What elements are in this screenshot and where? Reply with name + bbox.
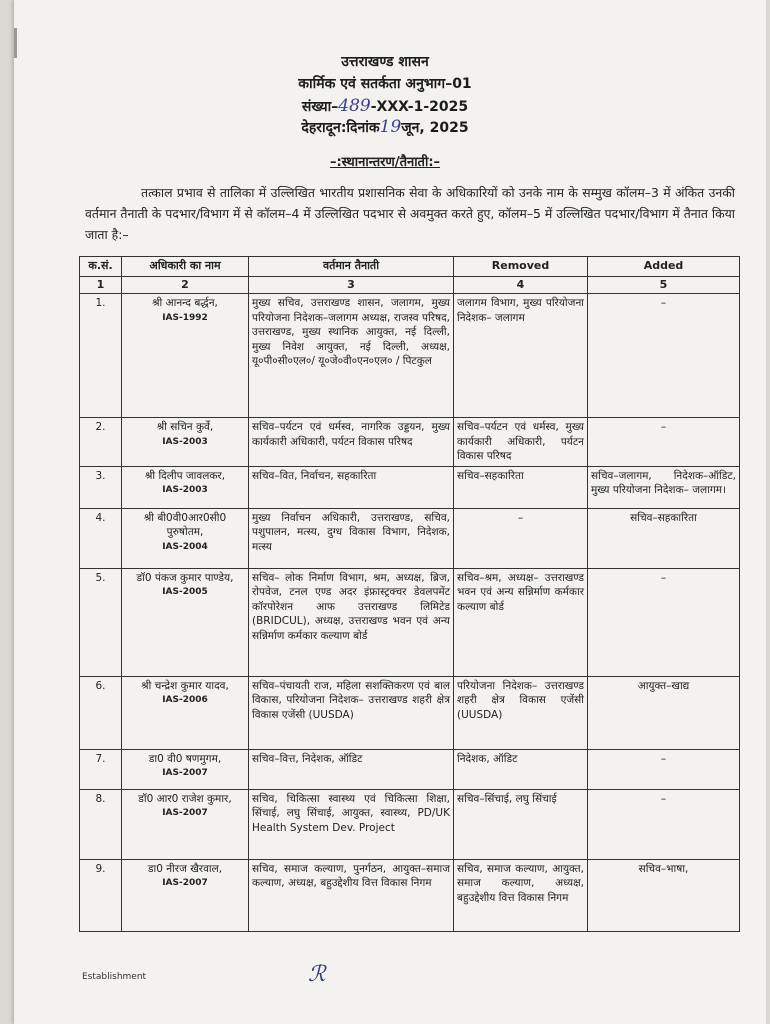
- serial-number: 3.: [80, 466, 122, 508]
- removed-posting: सचिव–सिंचाई, लघु सिंचाई: [454, 789, 588, 859]
- officer-name: श्री दिलीप जावलकर,: [144, 469, 226, 482]
- transfer-table: [79, 256, 740, 932]
- serial-number: 9.: [80, 859, 122, 931]
- column-number: 2: [122, 276, 249, 294]
- serial-number: 5.: [80, 568, 122, 676]
- table-row: [80, 466, 740, 508]
- department-heading: कार्मिक एवं सतर्कता अनुभाग–01: [298, 76, 472, 92]
- header-removed: Removed: [454, 257, 588, 277]
- column-number: 4: [454, 276, 588, 294]
- officer-cell: [122, 294, 249, 418]
- ias-batch: IAS-2004: [162, 541, 208, 552]
- header-serial: क.सं.: [80, 257, 122, 277]
- ias-batch: IAS-2007: [162, 768, 208, 778]
- added-posting: आयुक्त–खाद्य: [588, 676, 740, 749]
- removed-posting: परियोजना निदेशक– उत्तराखण्ड शहरी क्षेत्र विकास एजेंसी (UUSDA): [454, 676, 588, 749]
- date-suffix: जून, 2025: [401, 120, 469, 136]
- removed-posting: सचिव–पर्यटन एवं धर्मस्व, मुख्य कार्यकारी अधिकारी, पर्यटन विकास परिषद: [454, 418, 588, 467]
- subject-line: [0, 152, 770, 170]
- table-row: [80, 859, 740, 931]
- added-posting: सचिव–सहकारिता: [588, 508, 740, 568]
- officer-name: डा0 वी0 षणमुगम,: [148, 752, 222, 765]
- officer-cell: [122, 508, 249, 568]
- order-paragraph: तत्काल प्रभाव से तालिका में उल्लिखित भारतीय प्रशासनिक सेवा के अधिकारियों को उनके नाम के सम्मुख कॉलम–3 में अंकित उनकी वर्तमान तैनाती के पदभार/विभाग में से कॉलम–4 में उल्लिखित पदभार से अवमुक्त करते हुए, कॉलम–5 में उल्लिखित पदभार/विभाग में तैनात किया जाता है:–: [85, 185, 735, 242]
- date-label: देहरादून:दिनांक: [301, 120, 380, 136]
- removed-posting: –: [454, 508, 588, 568]
- removed-posting: सचिव, समाज कल्याण, आयुक्त, समाज कल्याण, अध्यक्ष, बहुउद्देशीय वित्त विकास निगम: [454, 859, 588, 931]
- column-number: 1: [80, 276, 122, 294]
- serial-number: 8.: [80, 789, 122, 859]
- current-posting: सचिव–पंचायती राज, महिला सशक्तिकरण एवं बाल विकास, परियोजना निदेशक– उत्तराखण्ड शहरी क्षेत्र विकास एजेंसी (UUSDA): [249, 676, 454, 749]
- officer-name: श्री सचिन कुर्वे,: [156, 421, 214, 433]
- officer-name: डॉ0 पंकज कुमार पाण्डेय,: [136, 571, 234, 584]
- added-posting: सचिव–भाषा,: [588, 859, 740, 931]
- serial-number: 7.: [80, 749, 122, 789]
- added-posting: –: [588, 418, 740, 467]
- added-posting: –: [588, 568, 740, 676]
- removed-posting: सचिव–सहकारिता: [454, 466, 588, 508]
- ias-batch: IAS-2007: [162, 878, 208, 888]
- removed-posting: जलागम विभाग, मुख्य परियोजना निदेशक– जलागम: [454, 294, 588, 418]
- signature: ℛ: [308, 962, 326, 987]
- header-current-posting: वर्तमान तैनाती: [249, 257, 454, 277]
- added-posting: सचिव–जलागम, निदेशक–ऑडिट, मुख्य परियोजना निदेशक– जलागम।: [588, 466, 740, 508]
- current-posting: मुख्य सचिव, उत्तराखण्ड शासन, जलागम, मुख्य परियोजना निदेशक–जलागम अध्यक्ष, राजस्व परिषद, उत्तराखण्ड, मुख्य स्थानिक आयुक्त, नई दिल्ली, मुख्य निवेश आयुक्त, नई दिल्ली, अध्यक्ष, यू०पी०सी०एल०/ यू०जे०वी०एन०एल० / पिटकुल: [249, 294, 454, 418]
- table-row: [80, 418, 740, 467]
- order-number: [0, 96, 770, 116]
- officer-cell: [122, 466, 249, 508]
- officer-cell: [122, 676, 249, 749]
- current-posting: सचिव–पर्यटन एवं धर्मस्व, नागरिक उड्डयन, मुख्य कार्यकारी अधिकारी, पर्यटन विकास परिषद: [249, 418, 454, 467]
- serial-number: 2.: [80, 418, 122, 467]
- added-posting: –: [588, 789, 740, 859]
- ias-batch: IAS-2005: [162, 587, 208, 597]
- serial-number: 6.: [80, 676, 122, 749]
- ias-batch: IAS-1992: [162, 312, 208, 323]
- officer-name: श्री चन्द्रेश कुमार यादव,: [141, 679, 229, 692]
- header-added: Added: [588, 257, 740, 277]
- officer-cell: [122, 418, 249, 467]
- officer-cell: [122, 859, 249, 931]
- serial-number: 4.: [80, 508, 122, 568]
- current-posting: मुख्य निर्वाचन अधिकारी, उत्तराखण्ड, सचिव, पशुपालन, मत्स्य, दुग्ध विकास विभाग, निदेशक, मत्स्य: [249, 508, 454, 568]
- column-number: 5: [588, 276, 740, 294]
- number-label: संख्या–: [301, 99, 339, 115]
- current-posting: सचिव–वित्त, निदेशक, ऑडिट: [249, 749, 454, 789]
- officer-cell: [122, 789, 249, 859]
- removed-posting: निदेशक, ऑडिट: [454, 749, 588, 789]
- table-row: [80, 749, 740, 789]
- officer-cell: [122, 749, 249, 789]
- serial-number: 1.: [80, 294, 122, 418]
- header-officer-name: अधिकारी का नाम: [122, 257, 249, 277]
- officer-name: डा0 नीरज खैरवाल,: [147, 862, 223, 875]
- current-posting: सचिव– लोक निर्माण विभाग, श्रम, अध्यक्ष, ब्रिज, रोपवेज, टनल एण्ड अदर इंफ्रास्ट्रक्चर डेवलपमेंट कॉरपोरेशन आफ उत्तराखण्ड लिमिटेड (BRIDCUL), अध्यक्ष, उत्तराखण्ड भवन एवं अन्य सन्निर्माण कर्मकार कल्याण बोर्ड: [249, 568, 454, 676]
- officer-name: डॉ0 आर0 राजेश कुमार,: [138, 792, 232, 805]
- government-heading: उत्तराखण्ड शासन: [341, 54, 429, 70]
- handwritten-date: 19: [379, 117, 402, 137]
- added-posting: –: [588, 294, 740, 418]
- current-posting: सचिव, चिकित्सा स्वास्थ्य एवं चिकित्सा शिक्षा, सिंचाई, लघु सिंचाई, आयुक्त, स्वास्थ्य, PD/UK Health System Dev. Project: [249, 789, 454, 859]
- officer-cell: [122, 568, 249, 676]
- officer-name: श्री आनन्द बर्द्धन,: [152, 297, 218, 309]
- column-number: 3: [249, 276, 454, 294]
- table-row: [80, 294, 740, 418]
- removed-posting: सचिव–श्रम, अध्यक्ष– उत्तराखण्ड भवन एवं अन्य सन्निर्माण कर्मकार कल्याण बोर्ड: [454, 568, 588, 676]
- subject-text: –:स्थानान्तरण/तैनाती:–: [329, 155, 441, 170]
- table-header-row: [80, 257, 740, 277]
- added-posting: –: [588, 749, 740, 789]
- ias-batch: IAS-2006: [162, 695, 208, 705]
- number-suffix: -XXX-1-2025: [370, 99, 469, 115]
- column-number-row: [80, 276, 740, 294]
- ias-batch: IAS-2003: [162, 436, 208, 447]
- ias-batch: IAS-2007: [162, 808, 208, 818]
- footer-establishment: Establishment: [82, 972, 147, 982]
- officer-name: श्री बी0वी0आर0सी0 पुरुषोतम,: [143, 511, 227, 538]
- handwritten-number: 489: [338, 96, 371, 116]
- order-date: [0, 117, 770, 137]
- table-row: [80, 568, 740, 676]
- current-posting: सचिव–वित, निर्वाचन, सहकारिता: [249, 466, 454, 508]
- table-row: [80, 676, 740, 749]
- current-posting: सचिव, समाज कल्याण, पुनर्गठन, आयुक्त–समाज कल्याण, अध्यक्ष, बहुउद्देशीय वित्त विकास निगम: [249, 859, 454, 931]
- table-row: [80, 789, 740, 859]
- ias-batch: IAS-2003: [162, 485, 208, 495]
- table-row: [80, 508, 740, 568]
